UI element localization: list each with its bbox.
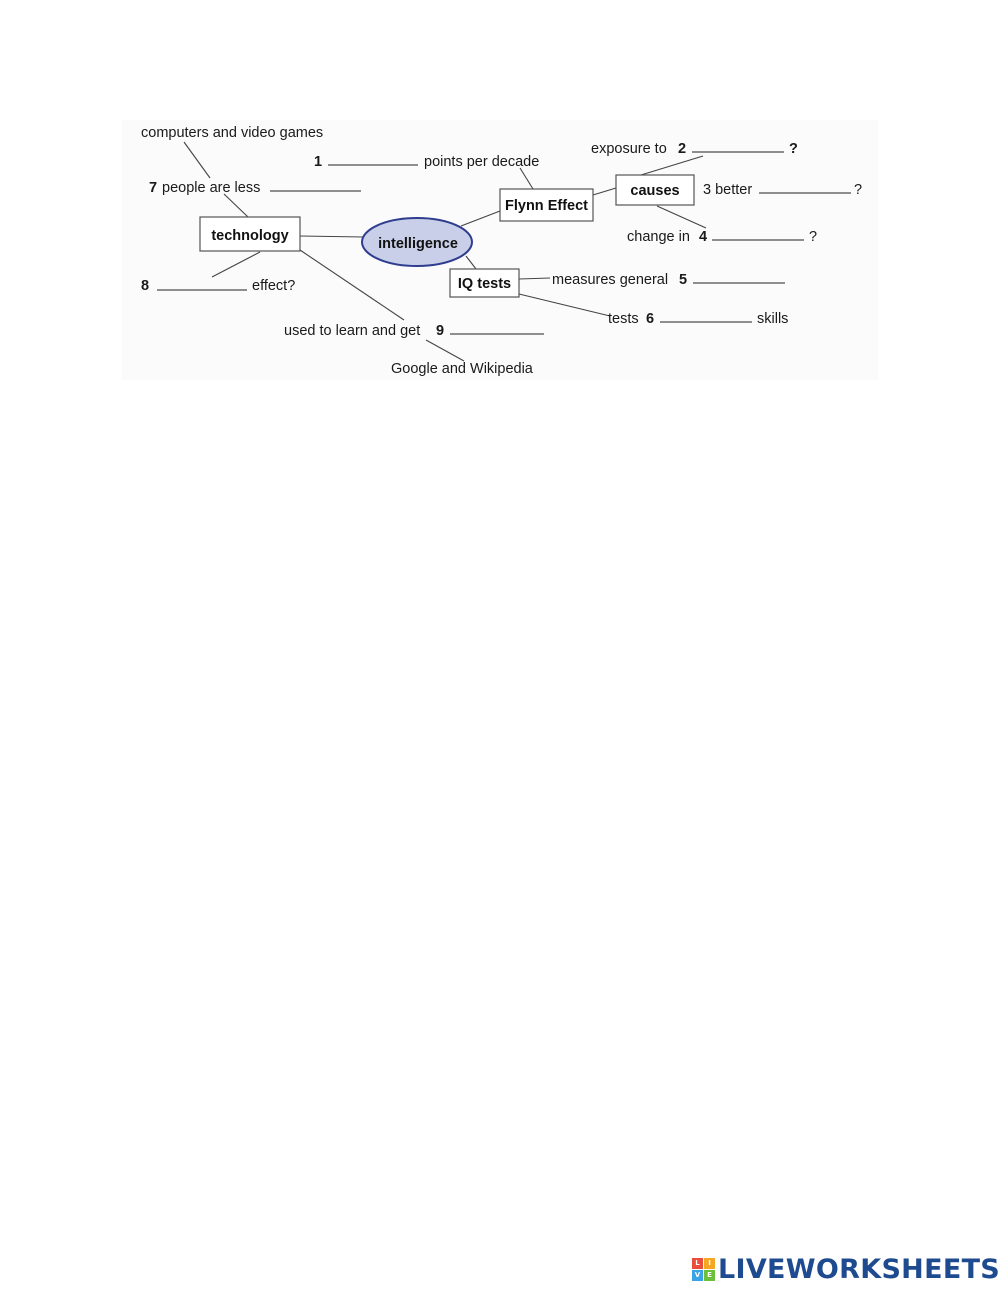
liveworksheets-blocks-icon	[692, 1258, 715, 1281]
item-4-question: ?	[809, 229, 818, 245]
google-wikipedia-label: Google and Wikipedia	[391, 361, 533, 377]
item-5-number: 5	[679, 272, 688, 288]
item-2-number: 2	[678, 141, 687, 157]
item-8-text: effect?	[252, 278, 296, 294]
item-9-text: used to learn and get	[284, 323, 421, 339]
item-1-text: points per decade	[424, 154, 540, 170]
logo-wordmark: LIVEWORKSHEETS	[718, 1253, 1000, 1285]
item-1-number: 1	[314, 154, 323, 170]
causes-label: causes	[630, 183, 680, 199]
logo-block-e: E	[704, 1270, 715, 1281]
item-5-text: measures general	[552, 272, 669, 288]
flynn-effect-label: Flynn Effect	[505, 198, 588, 214]
item-7-text: people are less	[162, 180, 261, 196]
liveworksheets-logo	[692, 1252, 1000, 1286]
item-3-text: 3 better	[703, 182, 753, 198]
item-6-suffix: skills	[757, 311, 789, 327]
item-4-number: 4	[699, 229, 708, 245]
logo-block-v: V	[692, 1270, 703, 1281]
item-7-number: 7	[149, 180, 158, 196]
item-3-question: ?	[854, 182, 863, 198]
item-8-number: 8	[141, 278, 150, 294]
item-4-text: change in	[627, 229, 690, 245]
logo-block-i: I	[704, 1258, 715, 1269]
computers-label: computers and video games	[141, 125, 324, 141]
iq-tests-label: IQ tests	[457, 276, 512, 292]
central-node-label: intelligence	[378, 236, 458, 252]
item-6-number: 6	[646, 311, 655, 327]
item-6-text: tests	[608, 311, 639, 327]
item-9-number: 9	[436, 323, 445, 339]
logo-block-l: L	[692, 1258, 703, 1269]
item-2-text: exposure to	[591, 141, 667, 157]
item-2-question: ?	[789, 141, 798, 157]
technology-label: technology	[211, 228, 289, 244]
